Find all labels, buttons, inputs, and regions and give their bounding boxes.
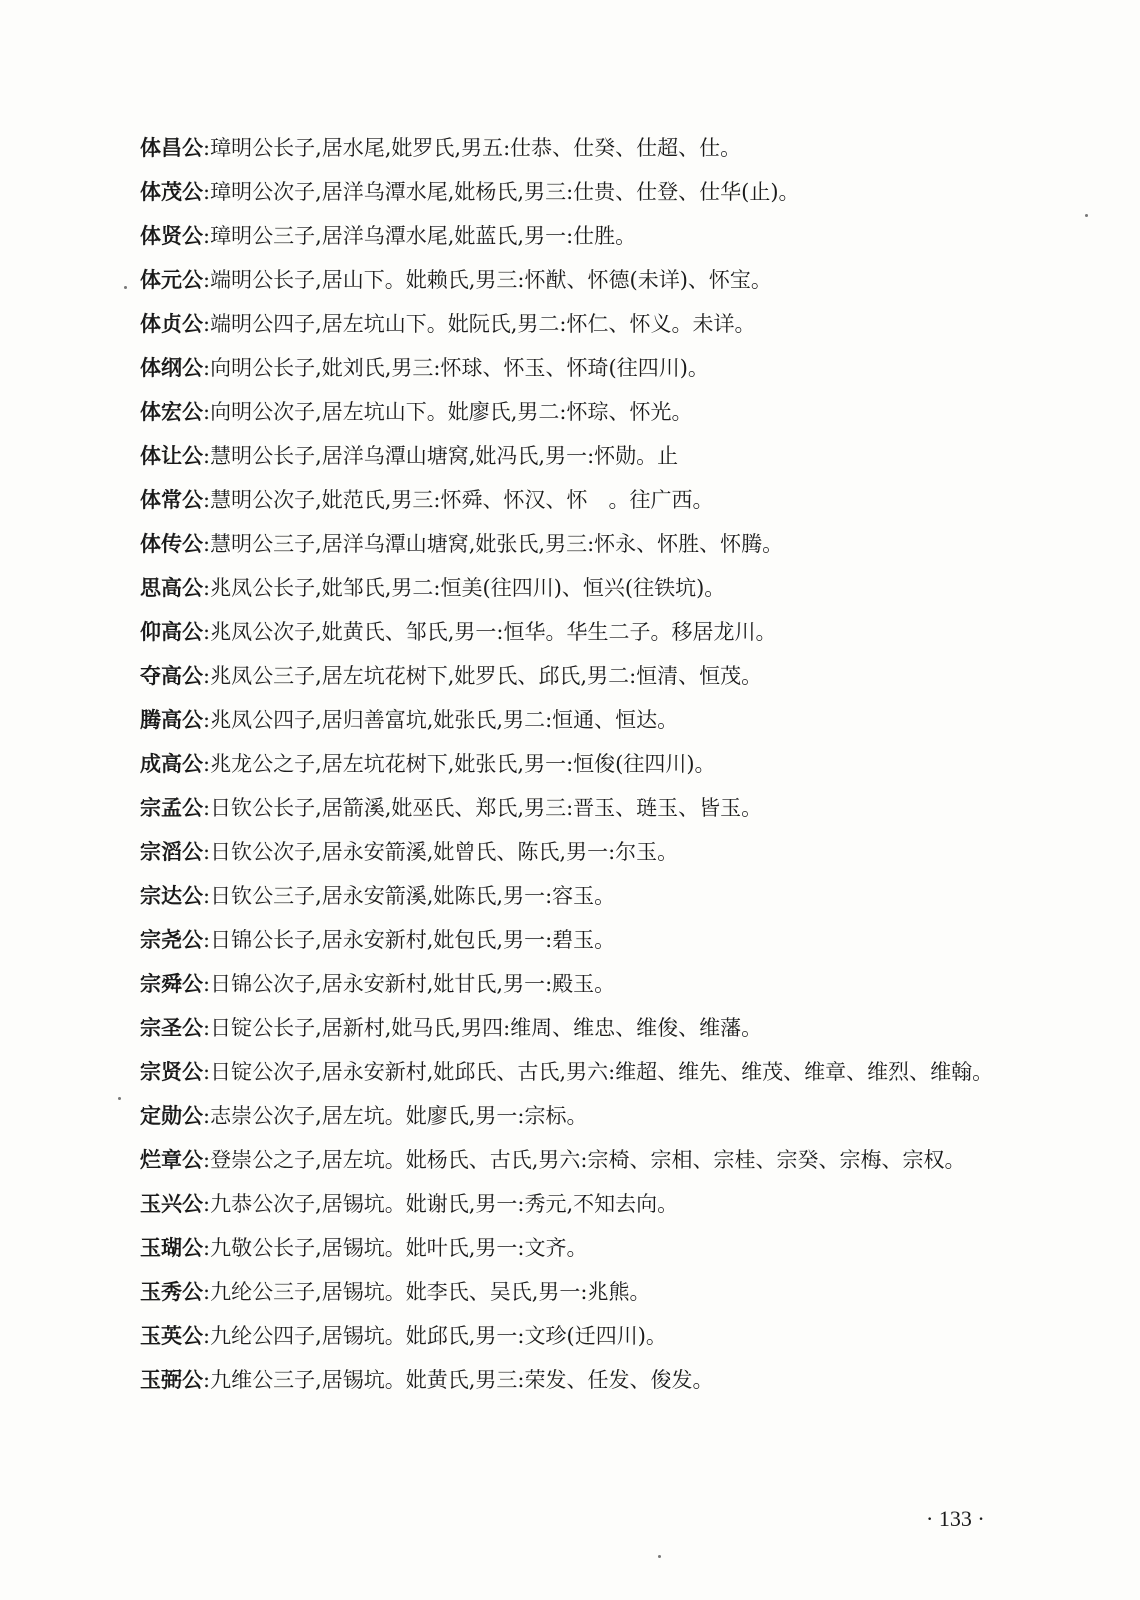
genealogy-entries [140,126,1055,1402]
entry-text: :慧明公次子,妣范氏,男三:怀舜、怀汉、怀 。往广西。 [203,488,714,512]
entry-text: :登崇公之子,居左坑。妣杨氏、古氏,男六:宗椅、宗相、宗桂、宗癸、宗梅、宗权。 [203,1148,966,1172]
genealogy-entry [140,1226,1055,1270]
genealogy-entry [140,1358,1055,1402]
entry-name: 宗孟公 [140,796,203,820]
entry-name: 体贞公 [140,312,203,336]
entry-text: :九敬公长子,居锡坑。妣叶氏,男一:文齐。 [203,1236,588,1260]
genealogy-entry [140,478,1055,522]
entry-name: 体纲公 [140,356,203,380]
entry-text: :九恭公次子,居锡坑。妣谢氏,男一:秀元,不知去向。 [203,1192,679,1216]
entry-text: :九维公三子,居锡坑。妣黄氏,男三:荣发、任发、俊发。 [203,1368,714,1392]
scan-speck [118,1097,121,1100]
entry-name: 玉瑚公 [140,1236,203,1260]
entry-name: 宗尧公 [140,928,203,952]
entry-text: :志崇公次子,居左坑。妣廖氏,男一:宗标。 [203,1104,588,1128]
entry-name: 玉弼公 [140,1368,203,1392]
entry-name: 体常公 [140,488,203,512]
entry-name: 烂章公 [140,1148,203,1172]
scan-speck [124,286,127,289]
genealogy-entry [140,918,1055,962]
entry-text: :璋明公三子,居洋乌潭水尾,妣蓝氏,男一:仕胜。 [203,224,637,248]
genealogy-entry [140,1270,1055,1314]
entry-name: 体昌公 [140,136,203,160]
genealogy-entry [140,654,1055,698]
entry-text: :九纶公三子,居锡坑。妣李氏、吴氏,男一:兆熊。 [203,1280,651,1304]
entry-text: :日钦公次子,居永安箭溪,妣曾氏、陈氏,男一:尔玉。 [203,840,679,864]
genealogy-entry [140,698,1055,742]
entry-name: 成高公 [140,752,203,776]
entry-text: :慧明公三子,居洋乌潭山塘窝,妣张氏,男三:怀永、怀胜、怀腾。 [203,532,784,556]
genealogy-entry [140,962,1055,1006]
entry-text: :日锭公次子,居永安新村,妣邱氏、古氏,男六:维超、维先、维茂、维章、维烈、维翰。 [203,1060,994,1084]
entry-text: :向明公长子,妣刘氏,男三:怀球、怀玉、怀琦(往四川)。 [203,356,709,380]
scan-speck [658,1555,661,1558]
genealogy-entry [140,1182,1055,1226]
entry-name: 体宏公 [140,400,203,424]
genealogy-entry [140,126,1055,170]
genealogy-entry [140,214,1055,258]
entry-name: 宗舜公 [140,972,203,996]
entry-text: :端明公长子,居山下。妣赖氏,男三:怀猷、怀德(未详)、怀宝。 [203,268,772,292]
entry-name: 宗贤公 [140,1060,203,1084]
entry-name: 宗达公 [140,884,203,908]
entry-name: 玉兴公 [140,1192,203,1216]
genealogy-entry [140,566,1055,610]
genealogy-entry [140,742,1055,786]
entry-name: 定勋公 [140,1104,203,1128]
entry-text: :璋明公长子,居水尾,妣罗氏,男五:仕恭、仕癸、仕超、仕。 [203,136,742,160]
genealogy-entry [140,346,1055,390]
genealogy-entry [140,830,1055,874]
entry-text: :九纶公四子,居锡坑。妣邱氏,男一:文珍(迁四川)。 [203,1324,667,1348]
entry-name: 玉英公 [140,1324,203,1348]
entry-name: 体茂公 [140,180,203,204]
scan-speck [1085,214,1088,217]
entry-name: 腾高公 [140,708,203,732]
entry-name: 思高公 [140,576,203,600]
entry-text: :端明公四子,居左坑山下。妣阮氏,男二:怀仁、怀义。未详。 [203,312,756,336]
entry-name: 体贤公 [140,224,203,248]
entry-text: :兆凤公次子,妣黄氏、邹氏,男一:恒华。华生二子。移居龙川。 [203,620,777,644]
genealogy-entry [140,1314,1055,1358]
entry-text: :兆凤公长子,妣邹氏,男二:恒美(往四川)、恒兴(往铁坑)。 [203,576,726,600]
page-number: · 133 · [926,1506,985,1531]
entry-name: 宗圣公 [140,1016,203,1040]
entry-name: 仰高公 [140,620,203,644]
genealogy-entry [140,1050,1055,1094]
genealogy-entry [140,786,1055,830]
genealogy-entry [140,302,1055,346]
entry-text: :兆龙公之子,居左坑花树下,妣张氏,男一:恒俊(往四川)。 [203,752,716,776]
genealogy-entry [140,522,1055,566]
entry-text: :日钦公长子,居箭溪,妣巫氏、郑氏,男三:晋玉、琏玉、皆玉。 [203,796,763,820]
genealogy-entry [140,874,1055,918]
genealogy-entry [140,1138,1055,1182]
entry-text: :慧明公长子,居洋乌潭山塘窝,妣冯氏,男一:怀勋。止 [203,444,679,468]
entry-name: 宗滔公 [140,840,203,864]
entry-name: 体传公 [140,532,203,556]
genealogy-entry [140,610,1055,654]
entry-text: :向明公次子,居左坑山下。妣廖氏,男二:怀琮、怀光。 [203,400,693,424]
entry-name: 玉秀公 [140,1280,203,1304]
entry-text: :日锦公次子,居永安新村,妣甘氏,男一:殿玉。 [203,972,616,996]
entry-name: 夺高公 [140,664,203,688]
genealogy-entry [140,434,1055,478]
genealogy-entry [140,1006,1055,1050]
genealogy-entry [140,1094,1055,1138]
entry-name: 体让公 [140,444,203,468]
genealogy-entry [140,390,1055,434]
entry-text: :璋明公次子,居洋乌潭水尾,妣杨氏,男三:仕贵、仕登、仕华(止)。 [203,180,800,204]
genealogy-entry [140,170,1055,214]
entry-text: :日钦公三子,居永安箭溪,妣陈氏,男一:容玉。 [203,884,616,908]
entry-text: :日锭公长子,居新村,妣马氏,男四:维周、维忠、维俊、维藩。 [203,1016,763,1040]
entry-text: :兆凤公三子,居左坑花树下,妣罗氏、邱氏,男二:恒清、恒茂。 [203,664,763,688]
entry-name: 体元公 [140,268,203,292]
genealogy-entry [140,258,1055,302]
entry-text: :兆凤公四子,居归善富坑,妣张氏,男二:恒通、恒达。 [203,708,679,732]
entry-text: :日锦公长子,居永安新村,妣包氏,男一:碧玉。 [203,928,616,952]
